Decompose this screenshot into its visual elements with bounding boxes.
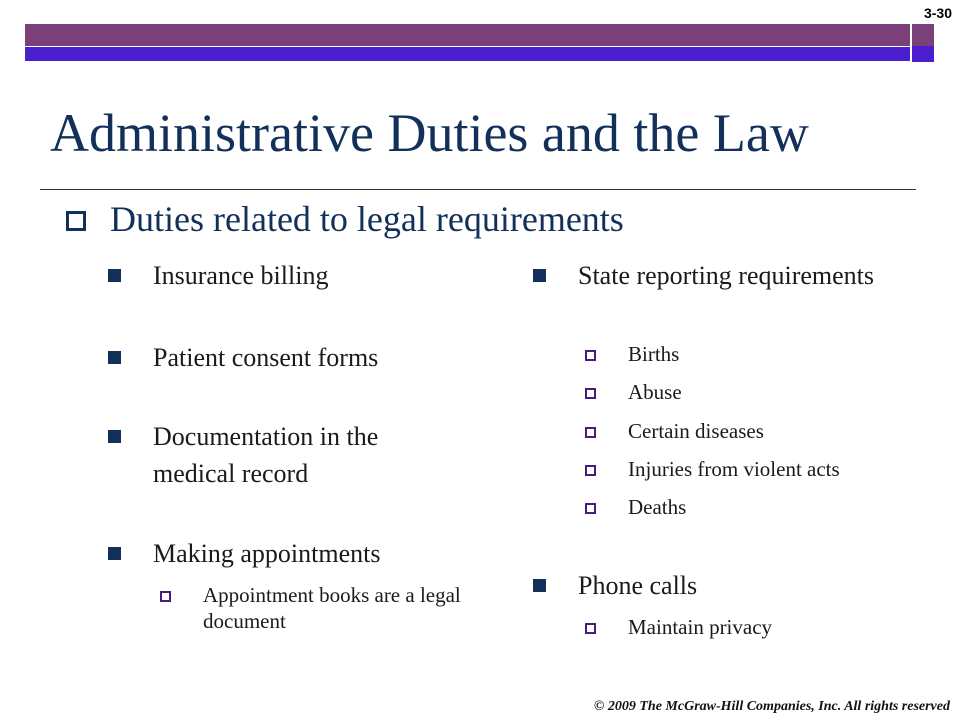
left-subitem-text: Appointment books are a legal document <box>203 583 461 633</box>
right-item <box>578 567 878 604</box>
right-subitem-text: Births <box>628 342 680 366</box>
slide-title: Administrative Duties and the Law <box>50 103 809 163</box>
right-subitem <box>628 379 928 405</box>
right-item <box>578 257 878 294</box>
level1-bullet <box>66 198 624 240</box>
square-bullet-icon <box>108 351 121 364</box>
right-subitem <box>628 614 928 640</box>
right-subitem-text: Abuse <box>628 380 682 404</box>
left-item <box>153 339 473 376</box>
right-subitem-text: Maintain privacy <box>628 615 773 639</box>
square-bullet-icon <box>108 430 121 443</box>
right-subitem <box>628 456 928 482</box>
right-subitem-text: Injuries from violent acts <box>628 457 840 481</box>
left-item <box>153 535 473 572</box>
copyright-footer: © 2009 The McGraw-Hill Companies, Inc. All rights reserved <box>593 699 950 714</box>
corner-box <box>912 24 934 62</box>
hollow-square-bullet-icon <box>585 388 596 399</box>
slide-number: 3-30 <box>923 5 952 21</box>
right-item-text: State reporting requirements <box>578 261 875 290</box>
left-item-text: Insurance billing <box>153 261 329 290</box>
hollow-square-bullet-icon <box>585 503 596 514</box>
right-subitem-text: Certain diseases <box>628 419 764 443</box>
top-bar-line <box>25 47 910 61</box>
left-item-text: Making appointments <box>153 539 381 568</box>
level1-text: Duties related to legal requirements <box>110 199 624 239</box>
hollow-square-bullet-icon <box>585 350 596 361</box>
left-subitem <box>203 582 468 634</box>
corner-box-inner <box>912 46 934 62</box>
left-item <box>153 257 473 294</box>
square-bullet-icon <box>533 269 546 282</box>
right-subitem <box>628 341 928 367</box>
right-subitem <box>628 494 928 520</box>
right-subitem <box>628 418 928 444</box>
hollow-square-bullet-icon <box>585 623 596 634</box>
hollow-square-bullet-icon <box>585 427 596 438</box>
title-rule <box>40 189 916 190</box>
left-item-text: Documentation in the medical record <box>153 422 379 488</box>
left-item-text: Patient consent forms <box>153 343 379 372</box>
square-bullet-icon <box>108 269 121 282</box>
right-subitem-text: Deaths <box>628 495 687 519</box>
hollow-square-bullet-icon <box>66 211 86 231</box>
square-bullet-icon <box>533 579 546 592</box>
hollow-square-bullet-icon <box>585 465 596 476</box>
top-bar <box>25 24 910 46</box>
right-item-text: Phone calls <box>578 571 698 600</box>
left-item <box>153 418 453 492</box>
square-bullet-icon <box>108 547 121 560</box>
hollow-square-bullet-icon <box>160 591 171 602</box>
